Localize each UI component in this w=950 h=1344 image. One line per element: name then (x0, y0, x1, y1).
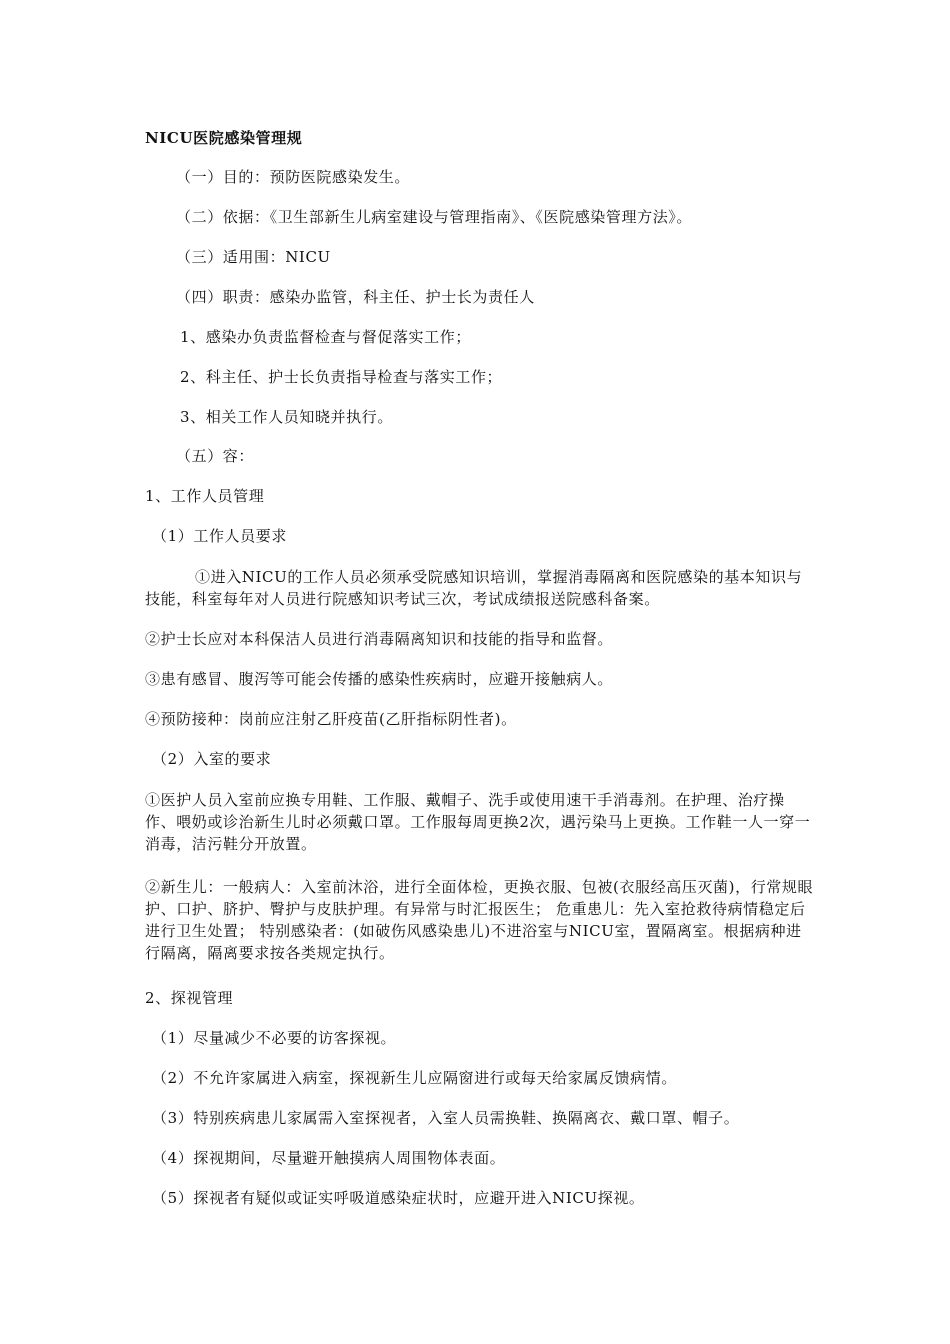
entry-requirement-1: ①医护人员入室前应换专用鞋、工作服、戴帽子、洗手或使用速干手消毒剂。在护理、治疗操作、喂奶或诊治新生儿时必须戴口罩。工作服每周更换2次，遇污染马上更换。工作鞋一人一穿一消毒，洁污鞋分开放置。 (145, 791, 811, 853)
staff-requirement-1: ①进入NICU的工作人员必须承受院感知识培训，掌握消毒隔离和医院感染的基本知识与技能，科室每年对人员进行院感知识考试三次，考试成绩报送院感科备案。 (145, 568, 803, 608)
duty-item-3: 3、相关工作人员知晓并执行。 (180, 408, 393, 426)
staff-requirement-2: ②护士长应对本科保洁人员进行消毒隔离知识和技能的指导和监督。 (145, 630, 614, 648)
duty-item-2: 2、科主任、护士长负责指导检查与落实工作； (180, 368, 503, 386)
section-heading-1: 1、工作人员管理 (145, 487, 265, 505)
section-heading-2: 2、探视管理 (145, 989, 234, 1007)
visit-item-5: （5）探视者有疑似或证实呼吸道感染症状时，应避开进入NICU探视。 (152, 1189, 645, 1207)
staff-requirement-3: ③患有感冒、腹泻等可能会传播的感染性疾病时，应避开接触病人。 (145, 670, 614, 688)
duty-item-1: 1、感染办负责监督检查与督促落实工作； (180, 328, 471, 346)
entry-requirement-2: ②新生儿：一般病人：入室前沐浴，进行全面体检，更换衣服、包被(衣服经高压灭菌)，行常规眼护、口护、脐护、臀护与皮肤护理。有异常与时汇报医生； 危重患儿：先入室抢救待病情稳定后进行卫生处置； 特别感染者：(如破伤风感染患儿)不进浴室与NICU室，置隔离室。根据病种进行隔离，隔离要求按各类规定执行。 (145, 878, 814, 962)
duty-line: （四）职责：感染办监管，科主任、护士长为责任人 (176, 288, 535, 306)
staff-requirement-4: ④预防接种：岗前应注射乙肝疫苗(乙肝指标阴性者)。 (145, 710, 517, 728)
subsection-heading-1: （1）工作人员要求 (152, 527, 287, 545)
visit-item-1: （1）尽量减少不必要的访客探视。 (152, 1029, 397, 1047)
document-title: NICU医院感染管理规 (145, 129, 303, 147)
basis-line: （二）依据：《卫生部新生儿病室建设与管理指南》、《医院感染管理方法》。 (176, 208, 693, 226)
visit-item-4: （4）探视期间，尽量避开触摸病人周围物体表面。 (152, 1149, 506, 1167)
scope-line: （三）适用围：NICU (176, 248, 331, 266)
visit-item-3: （3）特别疾病患儿家属需入室探视者，入室人员需换鞋、换隔离衣、戴口罩、帽子。 (152, 1109, 740, 1127)
visit-item-2: （2）不允许家属进入病室，探视新生儿应隔窗进行或每天给家属反馈病情。 (152, 1069, 677, 1087)
content-heading: （五）容： (176, 447, 255, 465)
subsection-heading-2: （2）入室的要求 (152, 750, 272, 768)
purpose-line: （一）目的：预防医院感染发生。 (176, 168, 411, 186)
